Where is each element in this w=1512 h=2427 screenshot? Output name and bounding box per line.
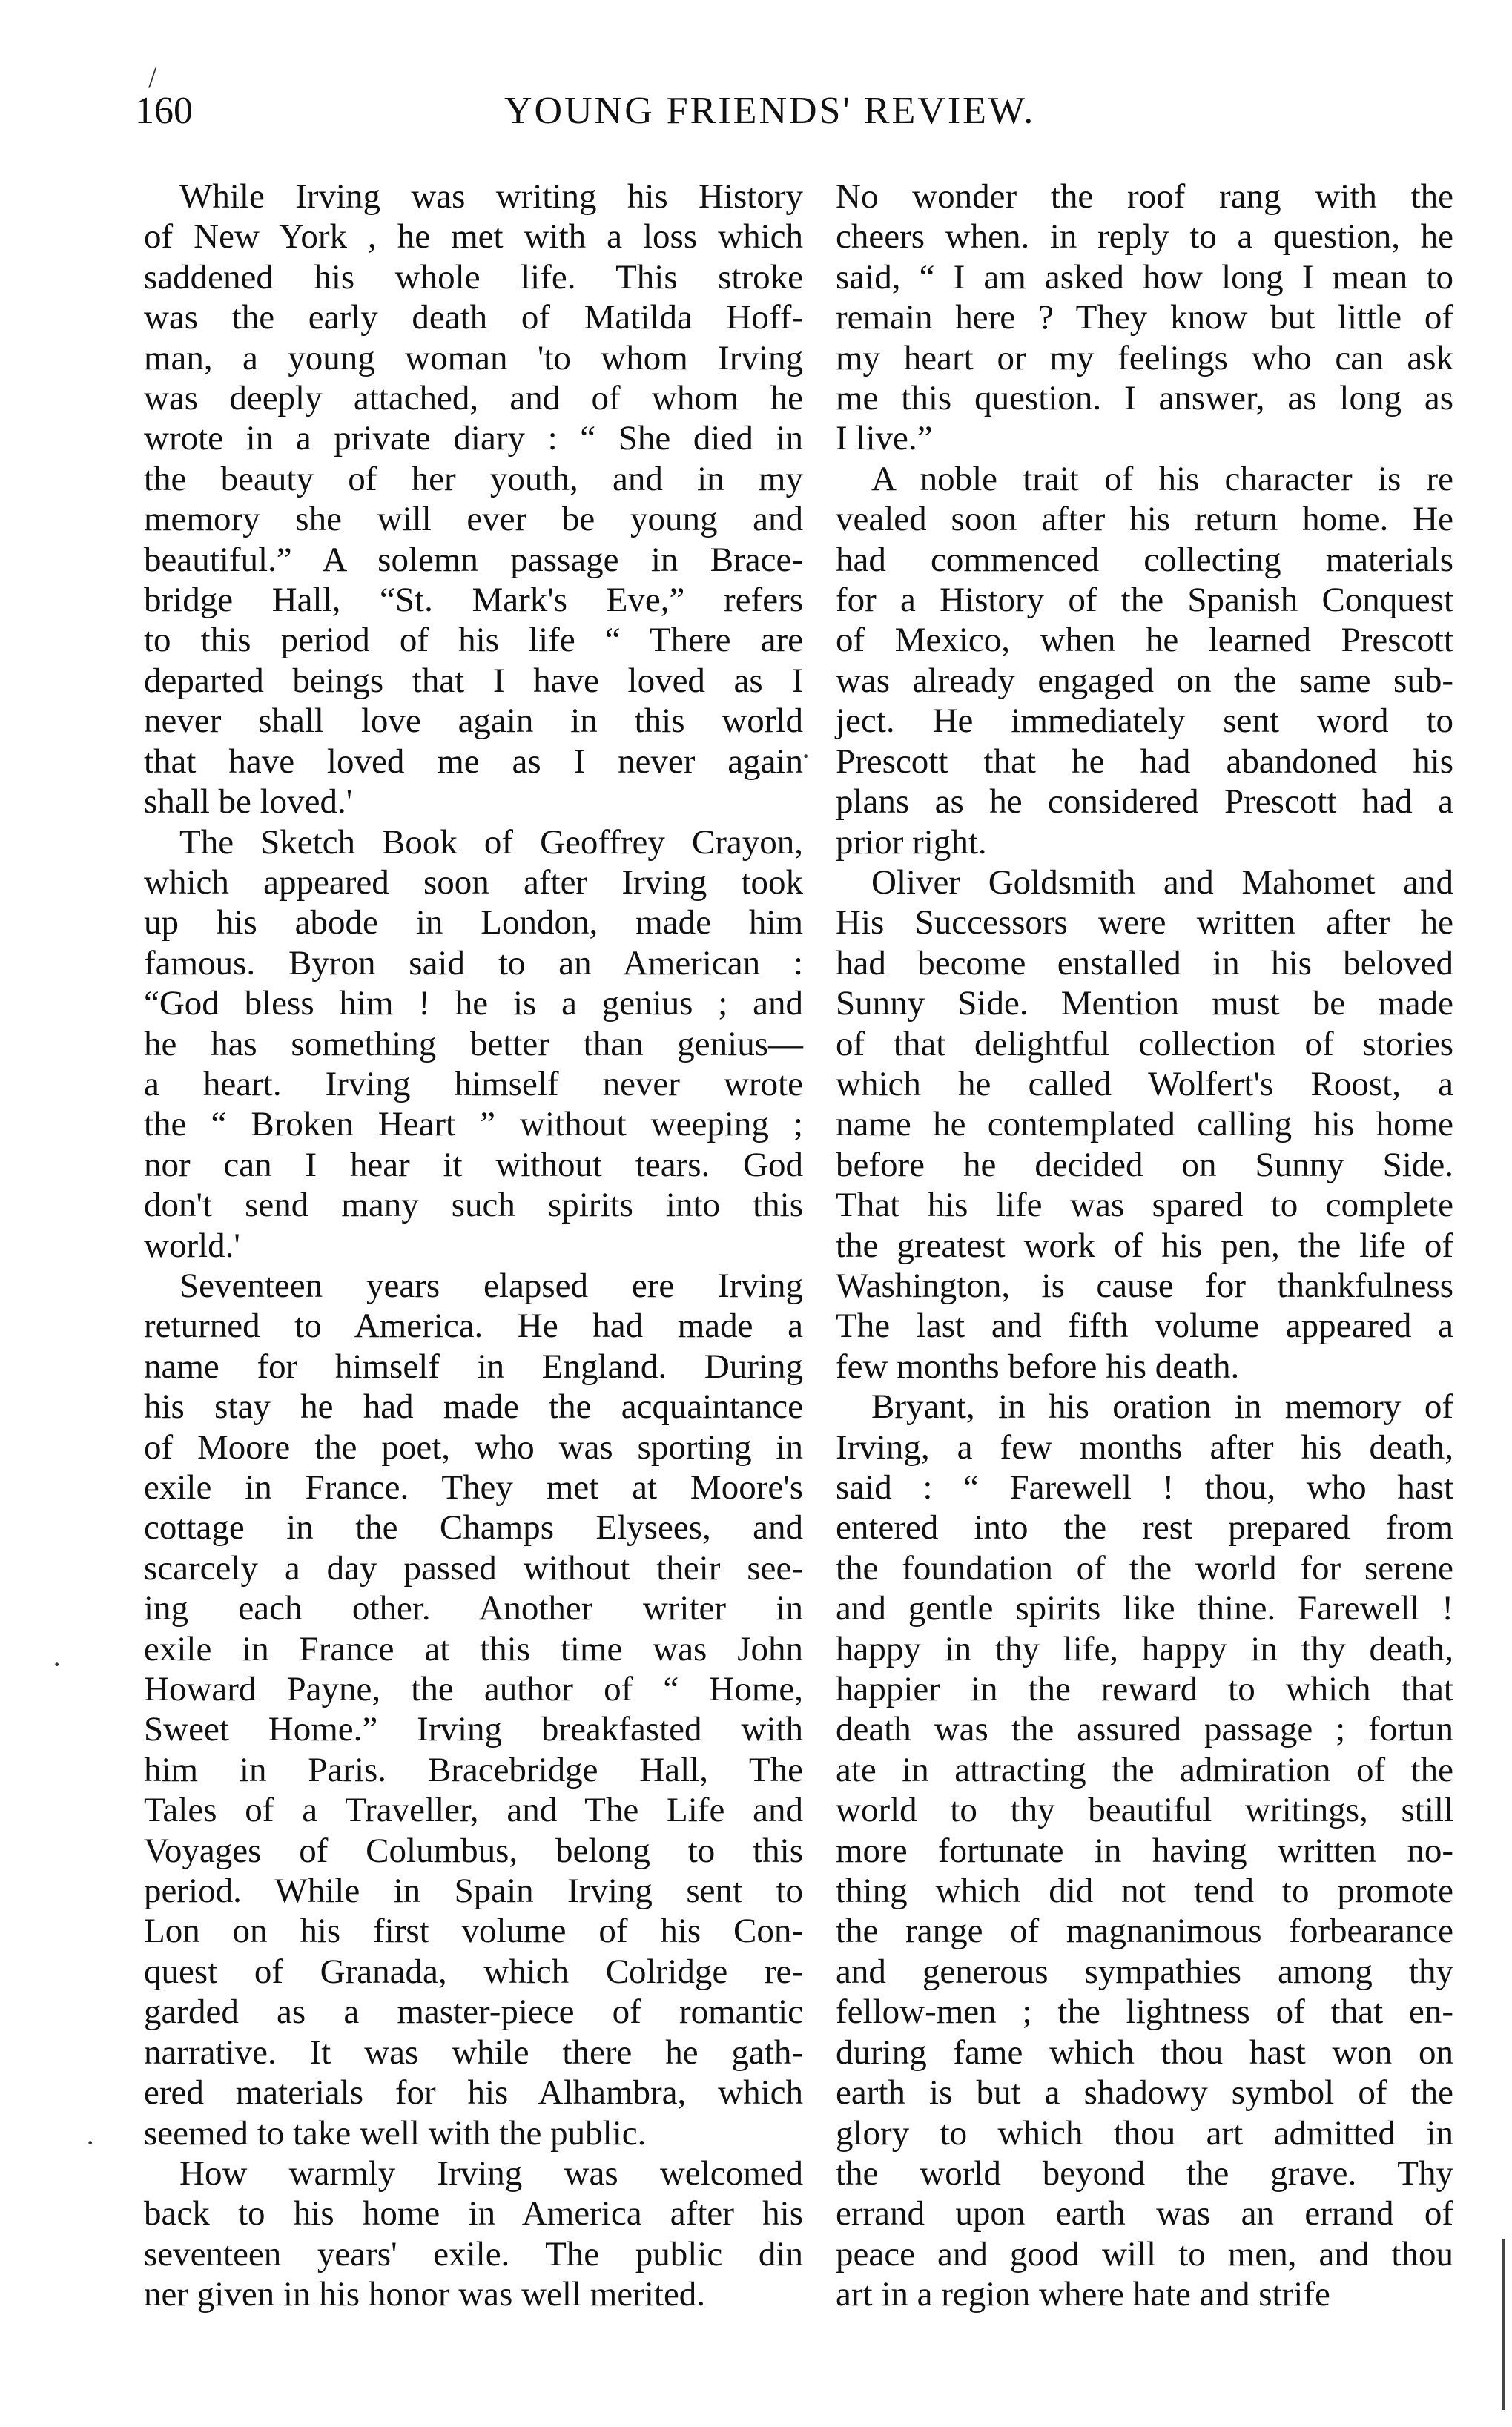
text-line: Irving, a few months after his death,: [836, 1427, 1453, 1467]
text-line: was deeply attached, and of whom he: [144, 379, 803, 418]
margin-mark: ·: [85, 2126, 96, 2159]
left-column: [144, 176, 803, 2315]
text-line: beautiful.” A solemn passage in Brace-: [144, 540, 803, 579]
text-line: which he called Wolfert's Roost, a: [836, 1064, 1453, 1103]
margin-mark: /: [148, 61, 157, 94]
text-line: of Moore the poet, who was sporting in: [144, 1427, 803, 1467]
text-line: Prescott that he had abandoned his: [836, 742, 1453, 781]
paragraph: [144, 822, 803, 1266]
text-line: his stay he had made the acquaintance: [144, 1387, 803, 1427]
text-line: the greatest work of his pen, the life of: [836, 1226, 1453, 1265]
text-line: he has something better than genius—: [144, 1024, 803, 1063]
text-line: to this period of his life “ There are: [144, 621, 803, 660]
text-line: before he decided on Sunny Side.: [836, 1145, 1453, 1184]
text-line: me this question. I answer, as long as: [836, 379, 1453, 418]
text-line: for a History of the Spanish Conquest: [836, 581, 1453, 620]
text-line: name for himself in England. During: [144, 1347, 803, 1386]
text-line: death was the assured passage ; fortun: [836, 1710, 1453, 1749]
margin-mark: ·: [52, 1648, 62, 1681]
paragraph: [836, 1387, 1453, 2314]
text-line: never shall love again in this world: [144, 701, 803, 741]
text-line: narrative. It was while there he gath-: [144, 2033, 803, 2072]
text-line: a heart. Irving himself never wrote: [144, 1064, 803, 1103]
text-line: Voyages of Columbus, belong to this: [144, 1831, 803, 1870]
text-line: scarcely a day passed without their see-: [144, 1548, 803, 1588]
text-line: glory to which thou art admitted in: [836, 2113, 1453, 2153]
paragraph: [144, 2153, 803, 2315]
text-line: world.': [144, 1226, 240, 1265]
text-line: fellow-men ; the lightness of that en-: [836, 1992, 1453, 2032]
text-line: plans as he considered Prescott had a: [836, 782, 1453, 822]
text-line: which appeared soon after Irving took: [144, 862, 803, 902]
text-line: prior right.: [836, 822, 987, 862]
paragraph: [836, 862, 1453, 1387]
text-line: said, “ I am asked how long I mean to: [836, 257, 1453, 297]
text-line: famous. Byron said to an American :: [144, 943, 803, 983]
text-line: ing each other. Another writer in: [144, 1589, 803, 1628]
text-line: exile in France at this time was John: [144, 1629, 803, 1668]
text-line: The last and fifth volume appeared a: [836, 1307, 1453, 1346]
text-line: saddened his whole life. This stroke: [144, 257, 803, 297]
text-line: thing which did not tend to promote: [836, 1872, 1453, 1911]
text-line: period. While in Spain Irving sent to: [144, 1872, 803, 1911]
text-line: nor can I hear it without tears. God: [144, 1145, 803, 1184]
text-line: man, a young woman 'to whom Irving: [144, 338, 803, 377]
paragraph: [144, 176, 803, 822]
running-title: YOUNG FRIENDS' REVIEW.: [504, 90, 1036, 132]
text-line: No wonder the roof rang with the: [836, 177, 1453, 216]
text-line: Washington, is cause for thankfulness: [836, 1266, 1453, 1305]
text-line: the foundation of the world for serene: [836, 1548, 1453, 1588]
text-line: was the early death of Matilda Hoff-: [144, 298, 803, 337]
text-line: seventeen years' exile. The public din: [144, 2234, 803, 2274]
text-line: ject. He immediately sent word to: [836, 701, 1453, 741]
text-line: the range of magnanimous forbearance: [836, 1912, 1453, 1951]
text-line: name he contemplated calling his home: [836, 1105, 1453, 1144]
text-line: my heart or my feelings who can ask: [836, 338, 1453, 377]
text-line: His Successors were written after he: [836, 903, 1453, 942]
paragraph: [144, 1266, 803, 2153]
text-line: earth is but a shadowy symbol of the: [836, 2073, 1453, 2113]
text-line: back to his home in America after his: [144, 2194, 803, 2233]
text-line: world to thy beautiful writings, still: [836, 1791, 1453, 1830]
text-line: ner given in his honor was well merited.: [144, 2275, 706, 2314]
text-line: exile in France. They met at Moore's: [144, 1468, 803, 1507]
text-line: don't send many such spirits into this: [144, 1186, 803, 1225]
text-line: errand upon earth was an errand of: [836, 2194, 1453, 2233]
text-line: cheers when. in reply to a question, he: [836, 217, 1453, 257]
text-line: said : “ Farewell ! thou, who hast: [836, 1468, 1453, 1507]
text-line: returned to America. He had made a: [144, 1307, 803, 1346]
text-line: Howard Payne, the author of “ Home,: [144, 1670, 803, 1709]
text-line: bridge Hall, “St. Mark's Eve,” refers: [144, 581, 803, 620]
text-line: up his abode in London, made him: [144, 903, 803, 942]
text-line: the beauty of her youth, and in my: [144, 459, 803, 498]
text-line: of Mexico, when he learned Prescott: [836, 621, 1453, 660]
text-line: “God bless him ! he is a genius ; and: [144, 984, 803, 1023]
text-line: entered into the rest prepared from: [836, 1508, 1453, 1548]
text-line: and generous sympathies among thy: [836, 1952, 1453, 1991]
text-line: Seventeen years elapsed ere Irving: [179, 1266, 803, 1305]
text-line: Sunny Side. Mention must be made: [836, 984, 1453, 1023]
text-line: quest of Granada, which Colridge re-: [144, 1952, 803, 1991]
text-line: Sweet Home.” Irving breakfasted with: [144, 1710, 803, 1749]
text-line: the world beyond the grave. Thy: [836, 2153, 1453, 2193]
text-line: that have loved me as I never again: [144, 742, 803, 781]
text-line: remain here ? They know but little of: [836, 298, 1453, 337]
text-line: I live.”: [836, 419, 933, 458]
text-line: the “ Broken Heart ” without weeping ;: [144, 1105, 803, 1144]
text-line: That his life was spared to complete: [836, 1186, 1453, 1225]
text-line: While Irving was writing his History: [179, 177, 803, 216]
text-line: peace and good will to men, and thou: [836, 2234, 1453, 2274]
text-line: wrote in a private diary : “ She died in: [144, 419, 803, 458]
text-line: of New York , he met with a loss which: [144, 217, 803, 257]
text-line: seemed to take well with the public.: [144, 2113, 647, 2153]
text-line: The Sketch Book of Geoffrey Crayon,: [179, 822, 803, 862]
page-edge-rule: [1502, 2239, 1505, 2410]
text-line: was already engaged on the same sub-: [836, 661, 1453, 700]
text-line: vealed soon after his return home. He: [836, 500, 1453, 539]
paragraph: [836, 176, 1453, 459]
text-line: and gentle spirits like thine. Farewell !: [836, 1589, 1453, 1628]
paragraph: [836, 459, 1453, 862]
text-line: Tales of a Traveller, and The Life and: [144, 1791, 803, 1830]
text-line: cottage in the Champs Elysees, and: [144, 1508, 803, 1548]
text-line: more fortunate in having written no-: [836, 1831, 1453, 1870]
text-line: shall be loved.': [144, 782, 353, 822]
text-line: garded as a master-piece of romantic: [144, 1992, 803, 2032]
text-line: How warmly Irving was welcomed: [179, 2153, 803, 2193]
page-number: 160: [135, 90, 193, 132]
text-line: departed beings that I have loved as I: [144, 661, 803, 700]
text-line: Lon on his first volume of his Con-: [144, 1912, 803, 1951]
text-line: A noble trait of his character is re: [871, 459, 1453, 498]
text-line: during fame which thou hast won on: [836, 2033, 1453, 2072]
text-line: him in Paris. Bracebridge Hall, The: [144, 1750, 803, 1789]
text-line: of that delightful collection of stories: [836, 1024, 1453, 1063]
text-line: few months before his death.: [836, 1347, 1240, 1386]
text-line: happier in the reward to which that: [836, 1670, 1453, 1709]
text-line: art in a region where hate and strife: [836, 2275, 1330, 2314]
text-line: had commenced collecting materials: [836, 540, 1453, 579]
text-line: had become enstalled in his beloved: [836, 943, 1453, 983]
text-line: Oliver Goldsmith and Mahomet and: [871, 862, 1453, 902]
text-line: Bryant, in his oration in memory of: [871, 1387, 1453, 1427]
text-line: ered materials for his Alhambra, which: [144, 2073, 803, 2113]
text-line: memory she will ever be young and: [144, 500, 803, 539]
text-line: happy in thy life, happy in thy death,: [836, 1629, 1453, 1668]
right-column: [836, 176, 1453, 2315]
margin-mark: ·: [801, 739, 811, 773]
text-line: ate in attracting the admiration of the: [836, 1750, 1453, 1789]
